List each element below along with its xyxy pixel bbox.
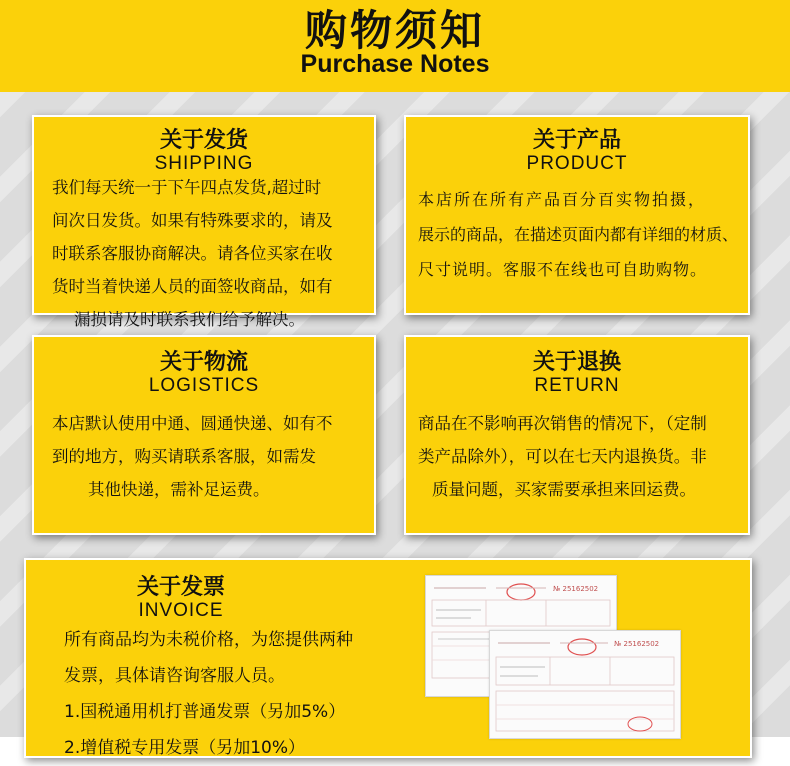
product-card [404,115,750,315]
invoice-title-en: INVOICE [138,600,224,621]
logistics-line: 本店默认使用中通、圆通快递、如有不 [52,414,333,433]
invoice-number-front: № 25162502 [614,640,660,648]
product-line: 展示的商品，在描述页面内都有详细的材质、 [418,225,739,244]
shipping-card [32,115,376,329]
invoice-line: 发票，具体请咨询客服人员。 [64,666,285,686]
shipping-title-en: SHIPPING [154,153,254,174]
invoice-title-cn: 关于发票 [136,575,225,600]
logistics-card [32,335,376,535]
logistics-text [52,407,360,506]
return-card [404,335,750,535]
return-line: 商品在不影响再次销售的情况下，（定制 [418,414,707,433]
logistics-title-en: LOGISTICS [148,375,260,396]
return-title-cn: 关于退换 [532,350,621,375]
page-title: 购物须知 [304,6,485,55]
page-subtitle: Purchase Notes [300,50,490,78]
invoice-text [64,622,394,766]
logistics-line: 到的地方，购买请联系客服，如需发 [52,447,316,466]
product-title-en: PRODUCT [526,153,628,174]
shipping-line: 间次日发货。如果有特殊要求的，请及 [52,211,333,230]
invoice-front-graphic [490,631,680,738]
shipping-line: 时联系客服协商解决。请各位买家在收 [52,244,333,263]
shipping-title-cn: 关于发货 [159,128,248,153]
product-title-cn: 关于产品 [532,128,621,153]
return-title-en: RETURN [534,375,620,396]
shipping-text [52,171,360,336]
invoice-line: 所有商品均为未税价格，为您提供两种 [64,630,353,650]
logistics-title-cn: 关于物流 [159,350,248,375]
invoice-number-back: № 25162502 [553,585,599,593]
return-line: 类产品除外），可以在七天内退换货。非 [418,447,707,466]
invoice-line: 1.国税通用机打普通发票（另加5%） [64,702,346,722]
product-line: 本店所在所有产品百分百实物拍摄， [418,190,707,209]
product-text [418,182,742,287]
shipping-line: 我们每天统一于下午四点发货,超过时 [52,178,322,197]
invoice-sample-image [425,575,680,737]
invoice-line: 2.增值税专用发票（另加10%） [64,738,306,758]
shipping-line: 漏损请及时联系我们给予解决。 [74,310,305,329]
logistics-line: 其他快递，需补足运费。 [88,480,270,499]
product-line: 尺寸说明。客服不在线也可自助购物。 [418,260,708,279]
shipping-line: 货时当着快递人员的面签收商品，如有 [52,277,333,296]
invoice-document-front [489,630,681,739]
return-line: 质量问题，买家需要承担来回运费。 [432,480,696,499]
page-header [0,0,790,92]
return-text [418,407,734,506]
